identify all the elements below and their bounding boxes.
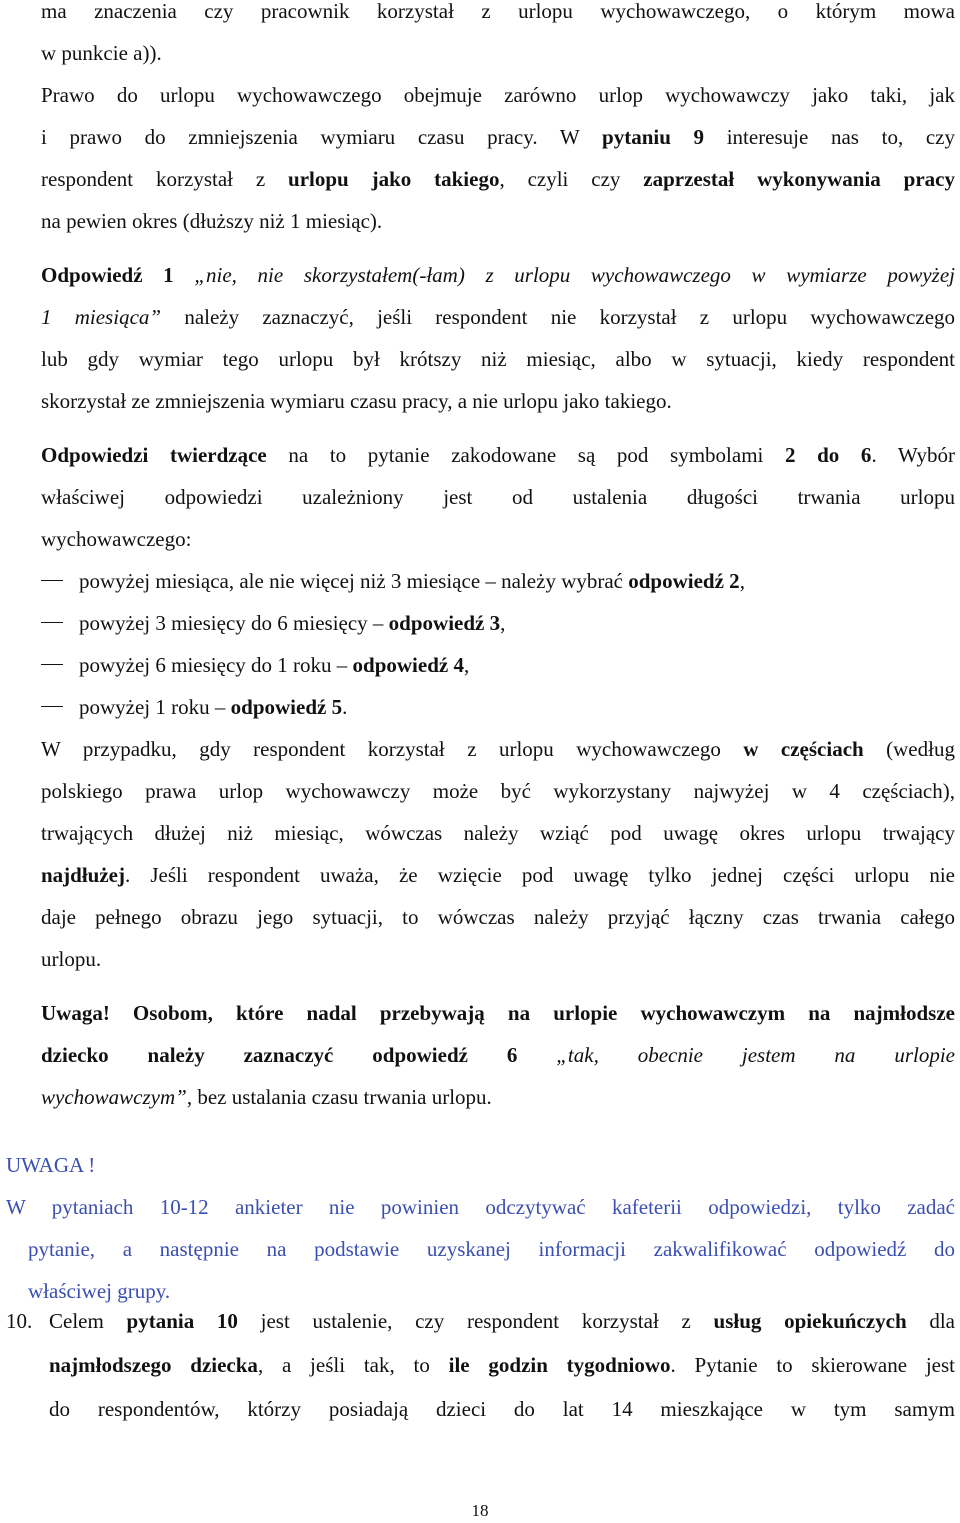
body-line: Uwaga! Osobom, które nadal przebywają na urlopie wychowawczym na najmłodsze — [41, 1001, 955, 1025]
body-line: W przypadku, gdy respondent korzystał z urlopu wychowawczego w częściach (według — [41, 737, 955, 761]
body-line: najdłużej. Jeśli respondent uważa, że wzięcie pod uwagę tylko jednej części urlopu nie — [41, 863, 955, 887]
bullet-dash — [41, 664, 63, 665]
body-line: wychowawczego: — [41, 527, 192, 551]
body-line: skorzystał ze zmniejszenia wymiaru czasu pracy, a nie urlopu jako takiego. — [41, 389, 672, 413]
body-line: lub gdy wymiar tego urlopu był krótszy niż miesiąc, albo w sytuacji, kiedy respondent — [41, 347, 955, 371]
body-line: trwających dłużej niż miesiąc, wówczas należy wziąć pod uwagę okres urlopu trwający — [41, 821, 955, 845]
bullet-item: powyżej 6 miesięcy do 1 roku – odpowiedź 4, — [79, 653, 470, 677]
bullet-dash — [41, 580, 63, 581]
body-line: polskiego prawa urlop wychowawczy może być wykorzystany najwyżej w 4 częściach), — [41, 779, 955, 803]
body-line: ma znaczenia czy pracownik korzystał z urlopu wychowawczego, o którym mowa — [41, 0, 955, 23]
body-line: właściwej odpowiedzi uzależniony jest od ustalenia długości trwania urlopu — [41, 485, 955, 509]
bullet-item: powyżej miesiąca, ale nie więcej niż 3 miesiące – należy wybrać odpowiedź 2, — [79, 569, 745, 593]
body-line: urlopu. — [41, 947, 102, 971]
body-line: wychowawczym”, bez ustalania czasu trwania urlopu. — [41, 1085, 492, 1109]
page-number: 18 — [471, 1501, 489, 1520]
body-line: daje pełnego obrazu jego sytuacji, to wówczas należy przyjąć łączny czas trwania całego — [41, 905, 955, 929]
body-line: dziecko należy zaznaczyć odpowiedź 6 „tak, obecnie jestem na urlopie — [41, 1043, 955, 1067]
body-line: 1 miesiąca” należy zaznaczyć, jeśli respondent nie korzystał z urlopu wychowawczego — [41, 305, 956, 329]
question-line: najmłodszego dziecka, a jeśli tak, to ile godzin tygodniowo. Pytanie to skierowane jest — [49, 1353, 955, 1377]
body-line: Odpowiedź 1 „nie, nie skorzystałem(-łam) z urlopu wychowawczego w wymiarze powyżej — [41, 263, 955, 287]
body-line: Prawo do urlopu wychowawczego obejmuje zarówno urlop wychowawczy jako taki, jak — [41, 83, 955, 107]
body-line: i prawo do zmniejszenia wymiaru czasu pracy. W pytaniu 9 interesuje nas to, czy — [41, 125, 956, 149]
question-line: Celem pytania 10 jest ustalenie, czy respondent korzystał z usług opiekuńczych dla — [49, 1309, 955, 1333]
body-line: na pewien okres (dłuższy niż 1 miesiąc). — [41, 209, 383, 233]
bullet-item: powyżej 1 roku – odpowiedź 5. — [79, 695, 348, 719]
bullet-item: powyżej 3 miesięcy do 6 miesięcy – odpowiedź 3, — [79, 611, 506, 635]
body-line: Odpowiedzi twierdzące na to pytanie zakodowane są pod symbolami 2 do 6. Wybór — [41, 443, 955, 467]
body-line: respondent korzystał z urlopu jako takiego, czyli czy zaprzestał wykonywania pracy — [41, 167, 955, 191]
question-number: 10. — [6, 1309, 33, 1333]
note-heading: UWAGA ! — [6, 1153, 96, 1177]
note-line: W pytaniach 10-12 ankieter nie powinien odczytywać kafeterii odpowiedzi, tylko zadać — [6, 1195, 955, 1219]
note-line: pytanie, a następnie na podstawie uzyskanej informacji zakwalifikować odpowiedź do — [28, 1237, 955, 1261]
note-line: właściwej grupy. — [28, 1279, 171, 1303]
bullet-dash — [41, 622, 63, 623]
bullet-dash — [41, 706, 63, 707]
body-line: w punkcie a)). — [41, 41, 162, 65]
question-line: do respondentów, którzy posiadają dzieci do lat 14 mieszkające w tym samym — [49, 1397, 955, 1421]
